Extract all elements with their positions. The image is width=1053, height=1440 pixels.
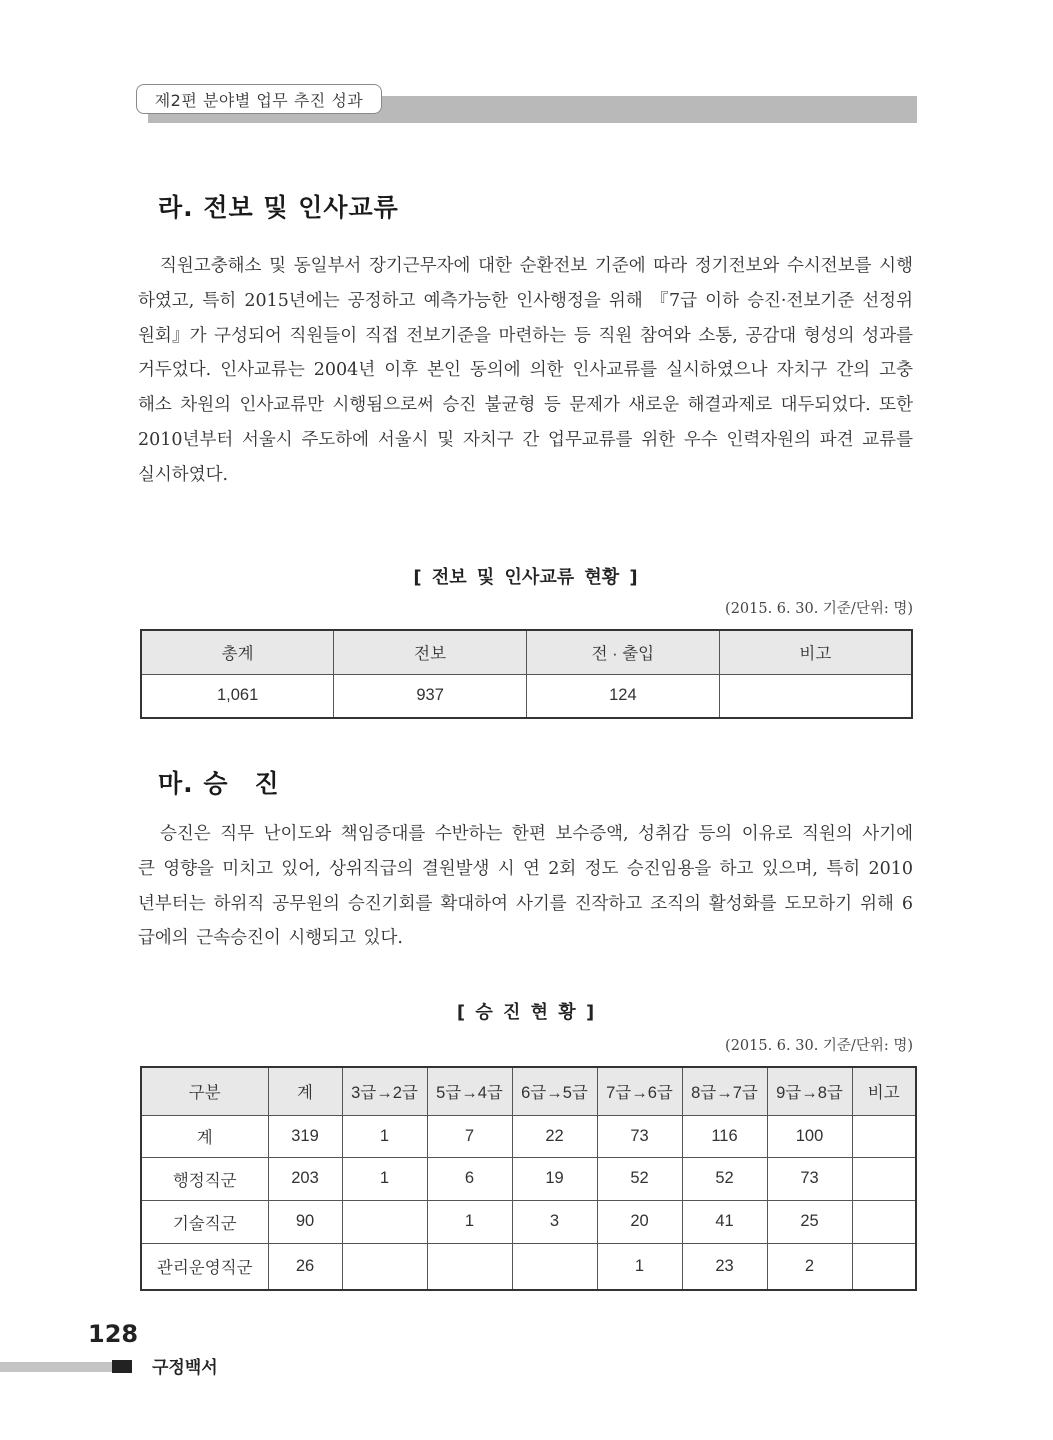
table-cell	[852, 1243, 916, 1290]
table-cell	[342, 1200, 427, 1243]
table-cell: 937	[334, 674, 527, 718]
table-header-row	[141, 1067, 916, 1115]
row-label: 기술직군	[141, 1200, 268, 1243]
table-cell: 52	[682, 1157, 767, 1200]
table-cell: 7	[427, 1115, 512, 1157]
transfer-table	[140, 629, 913, 719]
col-header-total: 총계	[141, 630, 334, 674]
page-number: 128	[88, 1320, 139, 1348]
table-cell: 1	[427, 1200, 512, 1243]
table-cell: 22	[512, 1115, 597, 1157]
row-label: 관리운영직군	[141, 1243, 268, 1290]
table-caption-promotion: [ 승 진 현 황 ]	[456, 1002, 595, 1023]
table-cell: 203	[268, 1157, 342, 1200]
table-cell: 1	[597, 1243, 682, 1290]
table-row	[141, 1243, 916, 1290]
col-header-category: 구분	[141, 1067, 268, 1115]
table-cell: 3	[512, 1200, 597, 1243]
col-header-transfer: 전보	[334, 630, 527, 674]
table-row	[141, 1200, 916, 1243]
table-header-row	[141, 630, 912, 674]
table-cell	[427, 1243, 512, 1290]
promotion-table	[140, 1066, 917, 1291]
col-header-grade-9-8: 9급→8급	[767, 1067, 852, 1115]
table-cell: 124	[527, 674, 720, 718]
row-label: 행정직군	[141, 1157, 268, 1200]
table-cell	[852, 1115, 916, 1157]
table-cell	[512, 1243, 597, 1290]
table-cell: 2	[767, 1243, 852, 1290]
col-header-remarks: 비고	[719, 630, 912, 674]
table-note-promotion: (2015. 6. 30. 기준/단위: 명)	[725, 1038, 913, 1054]
col-header-in-out: 전 · 출입	[527, 630, 720, 674]
col-header-remarks: 비고	[852, 1067, 916, 1115]
table-cell	[342, 1243, 427, 1290]
table-note-transfer: (2015. 6. 30. 기준/단위: 명)	[725, 601, 913, 617]
table-cell: 73	[767, 1157, 852, 1200]
table-cell: 116	[682, 1115, 767, 1157]
table-cell	[852, 1200, 916, 1243]
col-header-grade-6-5: 6급→5급	[512, 1067, 597, 1115]
table-row	[141, 1157, 916, 1200]
table-cell: 1	[342, 1115, 427, 1157]
table-cell: 23	[682, 1243, 767, 1290]
footer-bar	[0, 1362, 112, 1372]
table-cell: 1	[342, 1157, 427, 1200]
table-cell: 20	[597, 1200, 682, 1243]
section-title-promotion: 마. 승 진	[158, 769, 280, 798]
row-label: 계	[141, 1115, 268, 1157]
table-cell: 41	[682, 1200, 767, 1243]
book-title: 구정백서	[152, 1358, 218, 1378]
col-header-grade-3-2: 3급→2급	[342, 1067, 427, 1115]
table-cell: 19	[512, 1157, 597, 1200]
table-cell: 52	[597, 1157, 682, 1200]
section-title-transfer: 라. 전보 및 인사교류	[158, 193, 399, 222]
table-cell: 26	[268, 1243, 342, 1290]
table-cell: 319	[268, 1115, 342, 1157]
table-caption-transfer: [ 전보 및 인사교류 현황 ]	[413, 567, 638, 588]
chapter-tab: 제2편 분야별 업무 추진 성과	[136, 84, 382, 114]
table-row	[141, 674, 912, 718]
table-cell: 25	[767, 1200, 852, 1243]
table-cell: 1,061	[141, 674, 334, 718]
col-header-grade-8-7: 8급→7급	[682, 1067, 767, 1115]
table-row	[141, 1115, 916, 1157]
col-header-grade-7-6: 7급→6급	[597, 1067, 682, 1115]
footer-block	[112, 1360, 132, 1373]
table-cell: 90	[268, 1200, 342, 1243]
table-cell: 73	[597, 1115, 682, 1157]
table-cell: 6	[427, 1157, 512, 1200]
paragraph-transfer: 직원고충해소 및 동일부서 장기근무자에 대한 순환전보 기준에 따라 정기전보와 수시전보를 시행하였고, 특히 2015년에는 공정하고 예측가능한 인사행정을 위해 『7급 이하 승진·전보기준 선정위원회』가 구성되어 직원들이 직접 전보기준을 마련하는 등 직원 참여와 소통, 공감대 형성의 성과를 거두었다. 인사교류는 2004년 이후 본인 동의에 의한 인사교류를 실시하였으나 자치구 간의 고충해소 차원의 인사교류만 시행됨으로써 승진 불균형 등 문제가 새로운 해결과제로 대두되었다. 또한 2010년부터 서울시 주도하에 서울시 및 자치구 간 업무교류를 위한 우수 인력자원의 파견 교류를 실시하였다.	[138, 256, 913, 485]
table-cell	[719, 674, 912, 718]
col-header-grade-5-4: 5급→4급	[427, 1067, 512, 1115]
paragraph-promotion: 승진은 직무 난이도와 책임증대를 수반하는 한편 보수증액, 성취감 등의 이유로 직원의 사기에 큰 영향을 미치고 있어, 상위직급의 결원발생 시 연 2회 정도 승진임용을 하고 있으며, 특히 2010년부터는 하위직 공무원의 승진기회를 확대하여 사기를 진작하고 조직의 활성화를 도모하기 위해 6급에의 근속승진이 시행되고 있다.	[138, 824, 913, 949]
table-cell	[852, 1157, 916, 1200]
table-cell: 100	[767, 1115, 852, 1157]
col-header-total: 계	[268, 1067, 342, 1115]
